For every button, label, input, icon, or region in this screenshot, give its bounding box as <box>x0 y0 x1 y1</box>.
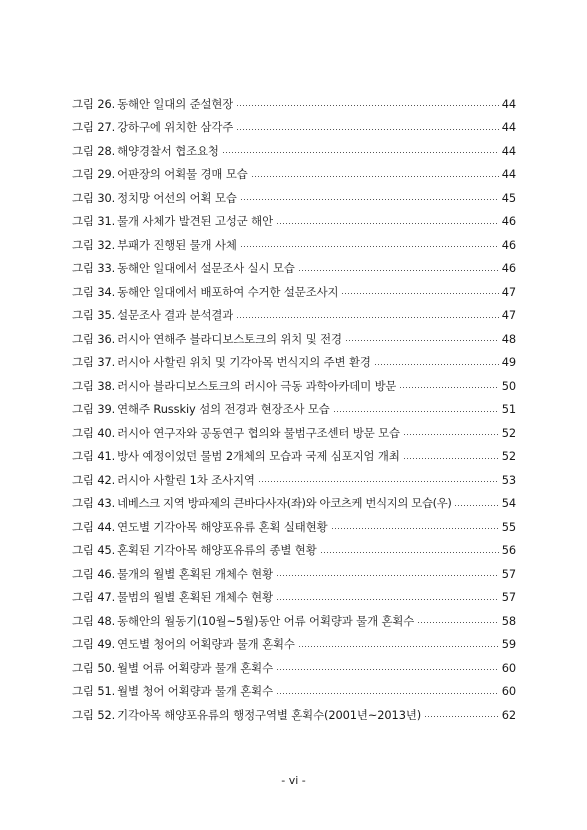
figure-title: 러시아 연해주 블라디보스토크의 위치 및 전경 <box>117 331 342 346</box>
dot-leader <box>276 692 499 695</box>
figure-title: 러시아 블라디보스토크의 러시아 극동 과학아카데미 방문 <box>117 378 397 393</box>
figure-title: 연도별 청어의 어획량과 물개 혼획수 <box>117 637 295 652</box>
toc-entry <box>72 421 516 445</box>
figure-number: 그림 38. <box>72 378 116 393</box>
figure-number: 그림 52. <box>72 707 116 722</box>
page-number: 52 <box>501 425 516 440</box>
figure-title: 월별 어류 어획량과 물개 혼획수 <box>117 660 273 675</box>
dot-leader <box>298 645 499 648</box>
toc-entry <box>72 186 516 210</box>
dot-leader <box>454 504 498 507</box>
dot-leader <box>320 551 499 554</box>
page-number: 46 <box>501 214 516 229</box>
figure-title: 동해안 일대의 준설현장 <box>117 96 234 111</box>
dot-leader <box>403 457 499 460</box>
figure-title: 러시아 사할린 위치 및 기각아목 번식지의 주변 환경 <box>117 355 371 370</box>
toc-entry <box>72 539 516 563</box>
page-number: 45 <box>501 190 516 205</box>
page-number: 60 <box>501 660 516 675</box>
page-number: 50 <box>501 378 516 393</box>
figure-title: 기각아목 해양포유류의 행정구역별 혼획수(2001년~2013년) <box>117 707 422 722</box>
page-number: 52 <box>501 449 516 464</box>
toc-entry <box>72 492 516 516</box>
page-number: 56 <box>501 543 516 558</box>
dot-leader <box>298 269 499 272</box>
dot-leader <box>424 715 499 718</box>
toc-entry <box>72 374 516 398</box>
figure-number: 그림 27. <box>72 120 116 135</box>
figure-title: 연해주 Russkiy 섬의 전경과 현장조사 모습 <box>117 402 330 417</box>
dot-leader <box>258 480 499 483</box>
figure-title: 동해안 일대에서 배포하여 수거한 설문조사지 <box>117 284 339 299</box>
page-number: 62 <box>501 707 516 722</box>
dot-leader <box>222 151 499 154</box>
figure-title: 물개의 월별 혼획된 개체수 현황 <box>117 566 273 581</box>
dot-leader <box>345 339 499 342</box>
page-number: 46 <box>501 237 516 252</box>
page-number: 46 <box>501 261 516 276</box>
figure-title: 네베스크 지역 방파제의 큰바다사자(좌)와 아코츠케 번식지의 모습(우) <box>117 496 452 511</box>
figure-number: 그림 34. <box>72 284 116 299</box>
dot-leader <box>403 433 499 436</box>
toc-entry <box>72 327 516 351</box>
figure-number: 그림 28. <box>72 143 116 158</box>
dot-leader <box>276 668 499 671</box>
page-number: 44 <box>501 120 516 135</box>
toc-entry <box>72 398 516 422</box>
page-number: 59 <box>501 637 516 652</box>
toc-entry <box>72 233 516 257</box>
figure-number: 그림 44. <box>72 519 116 534</box>
figure-number: 그림 30. <box>72 190 116 205</box>
figure-title: 동해안 일대에서 설문조사 실시 모습 <box>117 261 295 276</box>
dot-leader <box>374 363 499 366</box>
toc-entry <box>72 703 516 727</box>
figure-title: 부패가 진행된 물개 사체 <box>117 237 237 252</box>
figure-number: 그림 40. <box>72 425 116 440</box>
dot-leader <box>333 410 499 413</box>
figure-number: 그림 48. <box>72 613 116 628</box>
figure-title: 물개 사체가 발견된 고성군 해안 <box>117 214 273 229</box>
page-number: 44 <box>501 143 516 158</box>
dot-leader <box>236 316 498 319</box>
figure-title: 러시아 사할린 1차 조사지역 <box>117 472 255 487</box>
figure-number: 그림 33. <box>72 261 116 276</box>
figure-title: 방사 예정이었던 물범 2개체의 모습과 국제 심포지엄 개최 <box>117 449 400 464</box>
figure-number: 그림 36. <box>72 331 116 346</box>
toc-entry <box>72 656 516 680</box>
figure-number: 그림 51. <box>72 684 116 699</box>
page-number: 53 <box>501 472 516 487</box>
toc-entry <box>72 515 516 539</box>
dot-leader <box>399 386 498 389</box>
toc-entry <box>72 92 516 116</box>
dot-leader <box>240 245 499 248</box>
page-number: 60 <box>501 684 516 699</box>
dot-leader <box>251 175 499 178</box>
dot-leader <box>417 621 498 624</box>
toc-entry <box>72 116 516 140</box>
figure-title: 정치망 어선의 어획 모습 <box>117 190 237 205</box>
figure-list <box>72 92 516 727</box>
dot-leader <box>331 527 499 530</box>
figure-number: 그림 35. <box>72 308 116 323</box>
figure-title: 어판장의 어획물 경매 모습 <box>117 167 248 182</box>
page-number: 58 <box>501 613 516 628</box>
figure-title: 러시아 연구자와 공동연구 협의와 물범구조센터 방문 모습 <box>117 425 400 440</box>
figure-number: 그림 32. <box>72 237 116 252</box>
figure-number: 그림 43. <box>72 496 116 511</box>
toc-entry <box>72 139 516 163</box>
figure-number: 그림 37. <box>72 355 116 370</box>
page-number: 48 <box>501 331 516 346</box>
figure-number: 그림 39. <box>72 402 116 417</box>
page-number: 44 <box>501 96 516 111</box>
toc-entry <box>72 468 516 492</box>
figure-title: 해양경찰서 협조요청 <box>117 143 219 158</box>
figure-title: 연도별 기각아목 해양포유류 혼획 실태현황 <box>117 519 328 534</box>
figure-title: 월별 청어 어획량과 물개 혼획수 <box>117 684 273 699</box>
dot-leader <box>341 292 498 295</box>
figure-title: 동해안의 월동기(10월~5월)동안 어류 어획량과 물개 혼획수 <box>117 613 415 628</box>
page-number: 47 <box>501 284 516 299</box>
figure-title: 물범의 월별 혼획된 개체수 현황 <box>117 590 273 605</box>
figure-title: 강하구에 위치한 삼각주 <box>117 120 234 135</box>
dot-leader <box>236 104 498 107</box>
page-number: 44 <box>501 167 516 182</box>
toc-entry <box>72 210 516 234</box>
figure-number: 그림 45. <box>72 543 116 558</box>
dot-leader <box>276 598 499 601</box>
figure-number: 그림 42. <box>72 472 116 487</box>
toc-entry <box>72 633 516 657</box>
toc-entry <box>72 562 516 586</box>
page-number: 51 <box>501 402 516 417</box>
toc-entry <box>72 257 516 281</box>
figure-number: 그림 29. <box>72 167 116 182</box>
figure-number: 그림 47. <box>72 590 116 605</box>
dot-leader <box>276 222 499 225</box>
page-number: 54 <box>501 496 516 511</box>
page-footer-number: - vi - <box>281 774 306 787</box>
page-number: 57 <box>501 566 516 581</box>
toc-entry <box>72 304 516 328</box>
toc-entry <box>72 680 516 704</box>
toc-entry <box>72 163 516 187</box>
page-number: 49 <box>501 355 516 370</box>
figure-title: 설문조사 결과 분석결과 <box>117 308 234 323</box>
dot-leader <box>276 574 499 577</box>
toc-entry <box>72 586 516 610</box>
page-number: 57 <box>501 590 516 605</box>
page-number: 55 <box>501 519 516 534</box>
dot-leader <box>236 128 498 131</box>
figure-number: 그림 41. <box>72 449 116 464</box>
toc-entry <box>72 351 516 375</box>
figure-number: 그림 31. <box>72 214 116 229</box>
figure-number: 그림 26. <box>72 96 116 111</box>
toc-entry <box>72 280 516 304</box>
dot-leader <box>240 198 499 201</box>
figure-number: 그림 49. <box>72 637 116 652</box>
toc-entry <box>72 609 516 633</box>
figure-number: 그림 46. <box>72 566 116 581</box>
toc-entry <box>72 445 516 469</box>
page-number: 47 <box>501 308 516 323</box>
figure-title: 혼획된 기각아목 해양포유류의 종별 현황 <box>117 543 317 558</box>
figure-number: 그림 50. <box>72 660 116 675</box>
